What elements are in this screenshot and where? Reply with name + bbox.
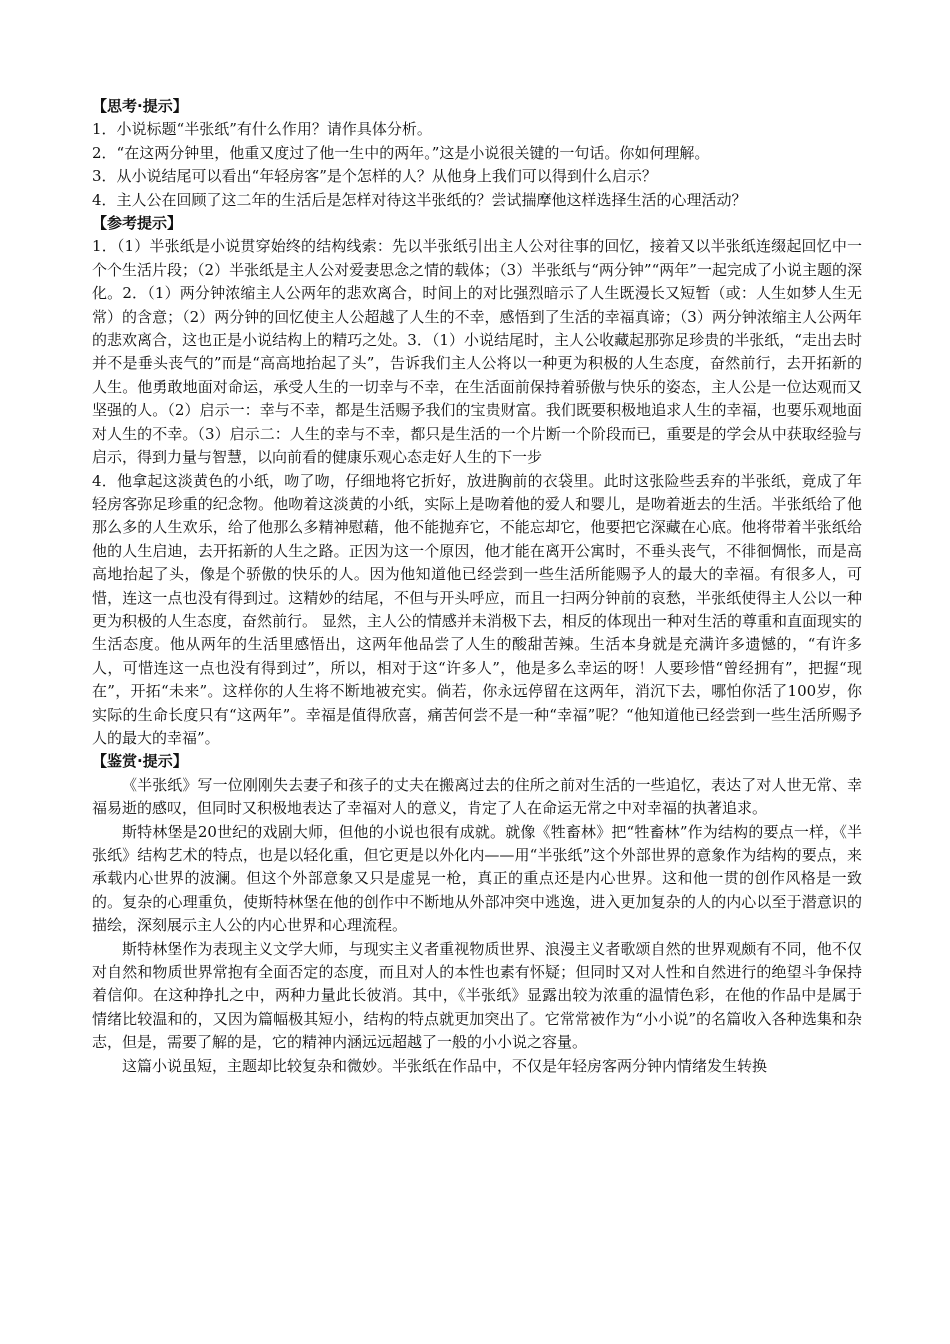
document-page bbox=[92, 95, 862, 1078]
appreciation-paragraph-4: 这篇小说虽短，主题却比较复杂和微妙。半张纸在作品中，不仅是年轻房客两分钟内情绪发生转换 bbox=[122, 1056, 768, 1075]
appreciation-paragraph-2: 斯特林堡是20世纪的戏剧大师，但他的小说也很有成就。就像《牲畜林》把“牲畜林”作为结构的要点一样，《半张纸》结构艺术的特点，也是以轻化重，但它更是以外化内——用“半张纸”这个外部世界的意象作为结构的要点，来承载内心世界的波澜。但这个外部意象又只是虚晃一枪，真正的重点还是内心世界。这和他一贯的创作风格是一致的。复杂的心理重负，使斯特林堡在他的创作中不断地从外部冲突中逃逸，进入更加复杂的人的内心以至于潜意识的描绘，深刻展示主人公的内心世界和心理流程。 bbox=[92, 822, 862, 935]
section-heading-appreciation: 【鉴赏·提示】 bbox=[92, 752, 188, 771]
appreciation-paragraph-1: 《半张纸》写一位刚刚失去妻子和孩子的丈夫在搬离过去的住所之前对生活的一些追忆，表达了对人世无常、幸福易逝的感叹，但同时又积极地表达了幸福对人的意义，肯定了人在命运无常之中对幸福的执著追求。 bbox=[92, 775, 862, 818]
appreciation-paragraph-3: 斯特林堡作为表现主义文学大师，与现实主义者重视物质世界、浪漫主义者歌颂自然的世界观颇有不同，他不仅对自然和物质世界常抱有全面否定的态度，而且对人的本性也素有怀疑；但同时又对人性和自然进行的绝望斗争保持着信仰。在这种挣扎之中，两种力量此长彼消。其中，《半张纸》显露出较为浓重的温情色彩，在他的作品中是属于情绪比较温和的，又因为篇幅极其短小，结构的特点就更加突出了。它常常被作为“小小说”的名篇收入各种选集和杂志，但是，需要了解的是，它的精神内涵远远超越了一般的小小说之容量。 bbox=[92, 939, 862, 1052]
answer-4-paragraph: 4．他拿起这淡黄色的小纸，吻了吻，仔细地将它折好，放进胸前的衣袋里。此时这张险些丢弃的半张纸，竟成了年轻房客弥足珍重的纪念物。他吻着这淡黄的小纸，实际上是吻着他的爱人和婴儿，是吻着逝去的生活。半张纸给了他那么多的人生欢乐，给了他那么多精神慰藉，他不能抛弃它，不能忘却它，他要把它深藏在心底。他将带着半张纸给他的人生启迪，去开拓新的人生之路。正因为这一个原因，他才能在离开公寓时，不垂头丧气，不徘徊惆怅，而是高高地抬起了头，像是个骄傲的快乐的人。因为他知道他已经尝到一些生活所能赐予人的最大的幸福。有很多人，可惜，连这一点也没有得到过。这精妙的结尾，不但与开头呼应，而且一扫两分钟前的哀愁，半张纸使得主人公以一种更为积极的人生态度，奋然前行。 显然，主人公的情感并未消极下去，相反的体现出一种对生活的尊重和直面现实的生活态度。他从两年的生活里感悟出，这两年他品尝了人生的酸甜苦辣。生活本身就是充满许多遗憾的，“有许多人，可惜连这一点也没有得到过”，所以，相对于这“许多人”，他是多么幸运的呀！人要珍惜“曾经拥有”，把握“现在”，开拓“未来”。这样你的人生将不断地被充实。倘若，你永远停留在这两年，消沉下去，哪怕你活了100岁，你实际的生命长度只有“这两年”。幸福是值得欣喜，痛苦何尝不是一种“幸福”呢？“他知道他已经尝到一些生活所赐予人的最大的幸福”。 bbox=[92, 471, 862, 747]
answer-1-3-paragraph: 1．（1）半张纸是小说贯穿始终的结构线索：先以半张纸引出主人公对往事的回忆，接着又以半张纸连缀起回忆中一个个生活片段；（2）半张纸是主人公对爱妻思念之情的载体；（3）半张纸与“两分钟”“两年”一起完成了小说主题的深化。2．（1）两分钟浓缩主人公两年的悲欢离合，时间上的对比强烈暗示了人生既漫长又短暂（或：人生如梦人生无常）的含意；（2）两分钟的回忆使主人公超越了人生的不幸，感悟到了生活的幸福真谛；（3）两分钟浓缩主人公两年的悲欢离合，这也正是小说结构上的精巧之处。3．（1）小说结尾时，主人公收藏起那弥足珍贵的半张纸，“走出去时并不是垂头丧气的”而是“高高地抬起了头”，告诉我们主人公将以一种更为积极的人生态度，奋然前行，去开拓新的人生。他勇敢地面对命运，承受人生的一切幸与不幸，在生活面前保持着骄傲与快乐的姿态，主人公是一位达观而又坚强的人。（2）启示一：幸与不幸，都是生活赐予我们的宝贵财富。我们既要积极地追求人生的幸福，也要乐观地面对人生的不幸。（3）启示二：人生的幸与不幸，都只是生活的一个片断一个阶段而已，重要是的学会从中获取经验与启示，得到力量与智慧，以向前看的健康乐观心态走好人生的下一步 bbox=[92, 237, 862, 467]
question-2: 2．“在这两分钟里，他重又度过了他一生中的两年。”这是小说很关键的一句话。你如何理解。 bbox=[92, 143, 710, 162]
section-heading-reference: 【参考提示】 bbox=[92, 214, 183, 233]
question-1: 1．小说标题“半张纸”有什么作用？请作具体分析。 bbox=[92, 120, 432, 139]
question-4: 4．主人公在回顾了这二年的生活后是怎样对待这半张纸的？尝试揣摩他这样选择生活的心理活动？ bbox=[92, 190, 747, 209]
question-3: 3．从小说结尾可以看出“年轻房客”是个怎样的人？从他身上我们可以得到什么启示？ bbox=[92, 167, 657, 186]
section-heading-thinking: 【思考·提示】 bbox=[92, 97, 188, 115]
